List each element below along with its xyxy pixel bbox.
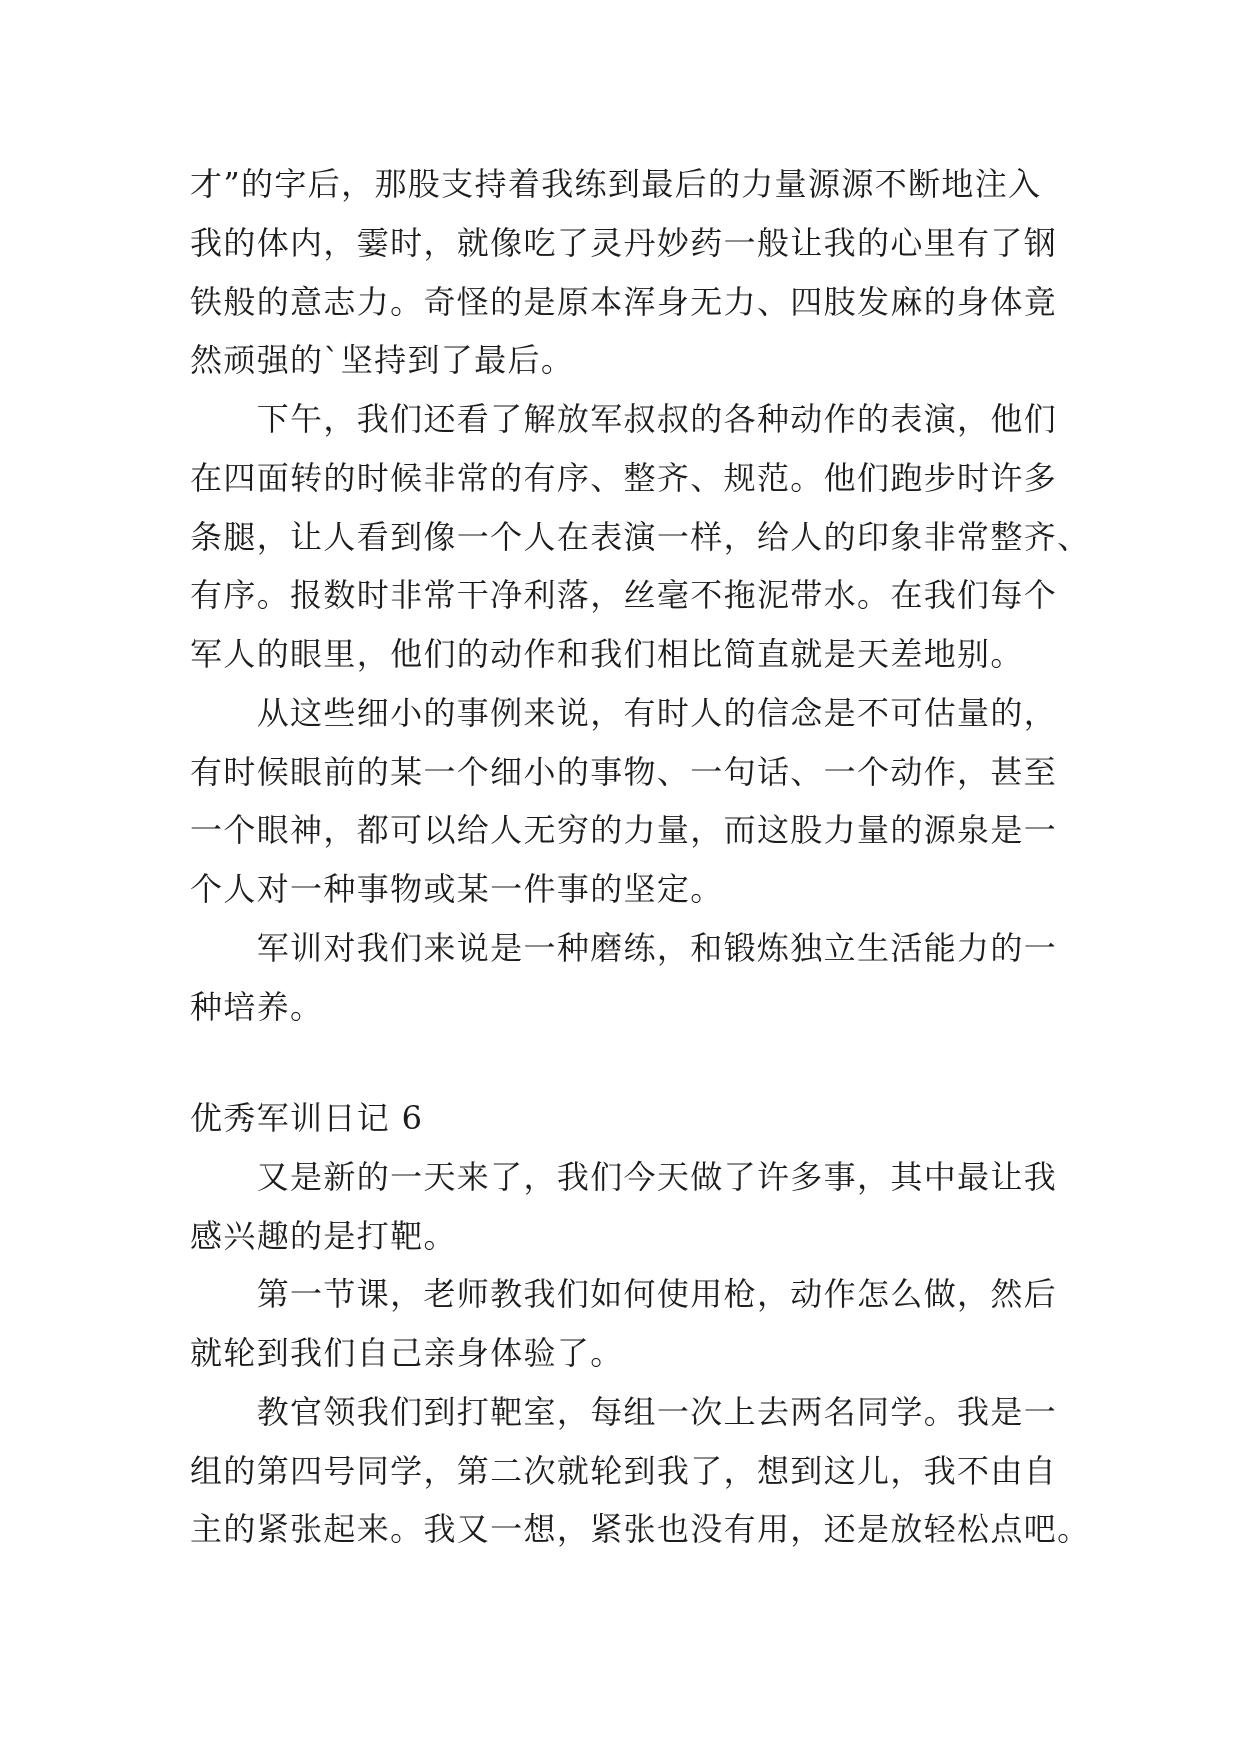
text-line: 有时候眼前的某一个细小的事物、一句话、一个动作，甚至	[190, 752, 1058, 791]
text-line: 就轮到我们自己亲身体验了。	[190, 1334, 624, 1372]
text-line: 主的紧张起来。我又一想，紧张也没有用，还是放轻松点吧。	[190, 1510, 1091, 1549]
text-line: 第一节课，老师教我们如何使用枪，动作怎么做，然后	[256, 1275, 1058, 1314]
text-line: 教官领我们到打靶室，每组一次上去两名同学。我是一	[256, 1392, 1058, 1431]
text-line: 才”的字后，那股支持着我练到最后的力量源源不断地注入	[190, 165, 1042, 203]
paragraph	[190, 919, 1090, 1037]
text-line: 我的体内，霎时，就像吃了灵丹妙药一般让我的心里有了钢	[190, 223, 1058, 262]
section-heading: 优秀军训日记 6	[190, 1099, 424, 1137]
text-line: 有序。报数时非常干净利落，丝毫不拖泥带水。在我们每个	[190, 576, 1058, 615]
paragraph	[190, 1383, 1090, 1559]
text-line: 感兴趣的是打靶。	[190, 1216, 457, 1255]
text-line: 种培养。	[190, 987, 324, 1026]
paragraph	[190, 155, 1090, 390]
text-line: 军人的眼里，他们的动作和我们相比简直就是天差地别。	[190, 635, 1024, 673]
text-line: 军训对我们来说是一种磨练，和锻炼独立生活能力的一	[256, 928, 1058, 967]
text-line: 在四面转的时候非常的有序、整齐、规范。他们跑步时许多	[190, 458, 1058, 497]
paragraph	[190, 1148, 1090, 1266]
text-line: 一个眼神，都可以给人无穷的力量，而这股力量的源泉是一	[190, 811, 1058, 850]
text-line: 又是新的一天来了，我们今天做了许多事，其中最让我	[256, 1157, 1058, 1196]
section-spacer	[190, 1036, 1090, 1089]
text-line: 从这些细小的事例来说，有时人的信念是不可估量的，	[256, 693, 1058, 732]
paragraph	[190, 684, 1090, 919]
paragraph	[190, 1265, 1090, 1383]
section-1	[190, 155, 1090, 1036]
document-page	[190, 155, 1090, 1559]
section-2	[190, 1089, 1090, 1559]
text-line: 然顽强的`坚持到了最后。	[190, 341, 575, 380]
text-line: 个人对一种事物或某一件事的坚定。	[190, 870, 724, 908]
text-line: 条腿，让人看到像一个人在表演一样，给人的印象非常整齐、	[190, 517, 1091, 556]
text-line: 铁般的意志力。奇怪的是原本浑身无力、四肢发麻的身体竟	[190, 282, 1058, 321]
paragraph	[190, 390, 1090, 684]
text-line: 下午，我们还看了解放军叔叔的各种动作的表演，他们	[256, 400, 1058, 438]
text-line: 组的第四号同学，第二次就轮到我了，想到这儿，我不由自	[190, 1451, 1058, 1490]
